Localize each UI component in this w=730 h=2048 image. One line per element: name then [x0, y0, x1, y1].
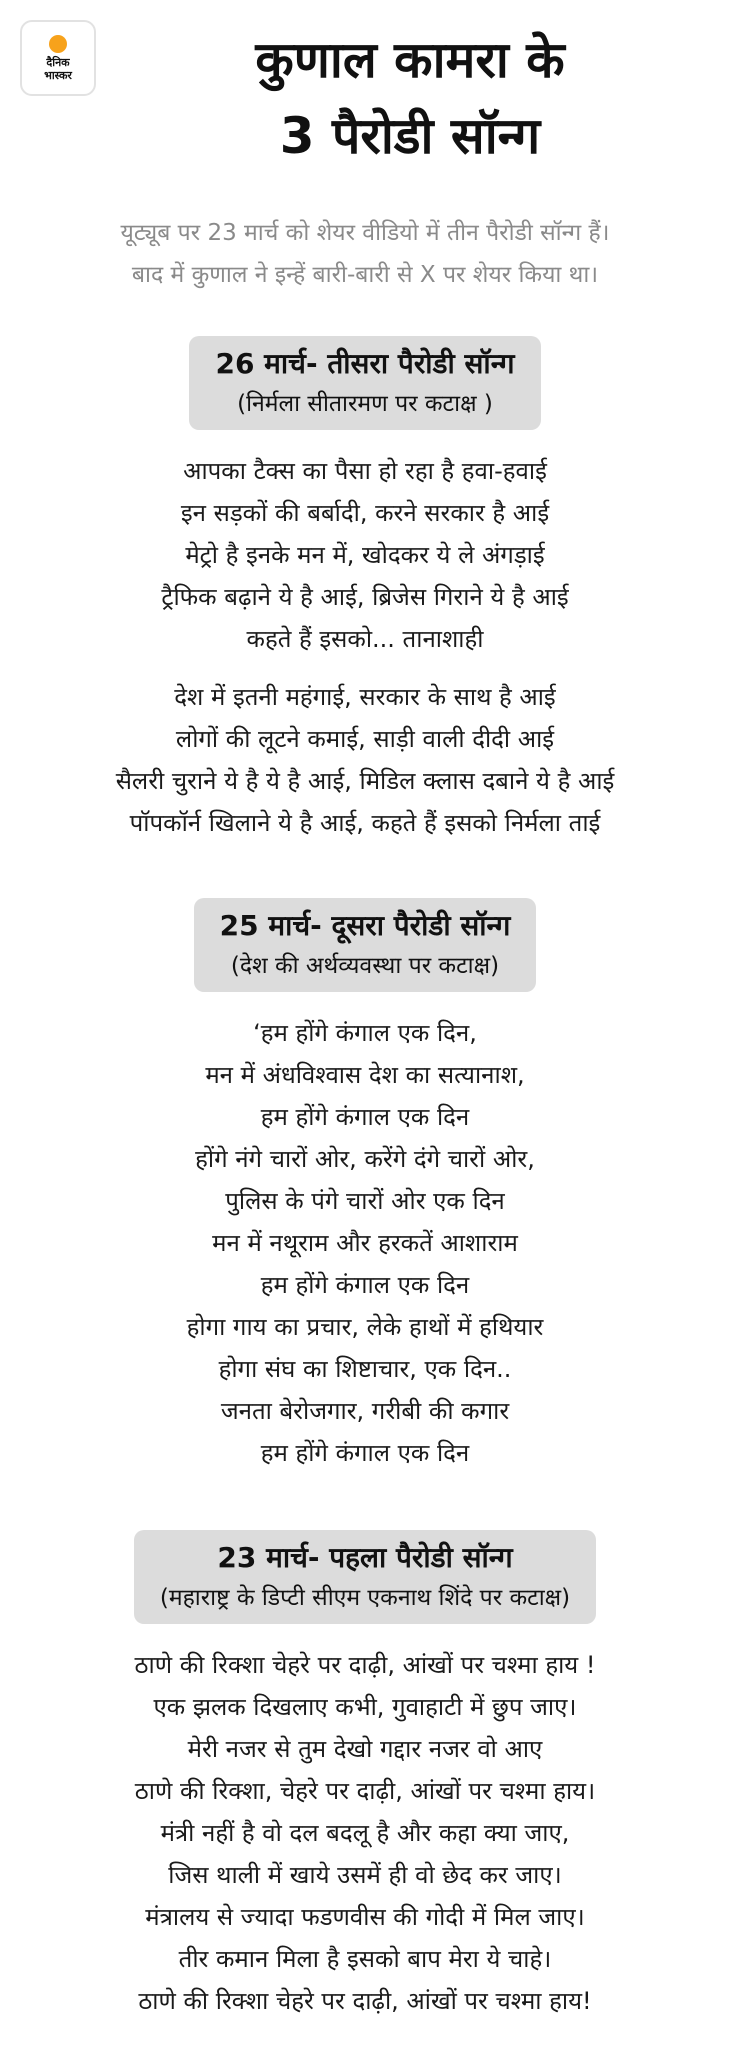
lyric-line: मन में अंधविश्वास देश का सत्यानाश,	[205, 1061, 525, 1089]
song-section	[0, 1530, 730, 2038]
sun-icon	[49, 35, 67, 53]
song-section	[0, 898, 730, 1490]
lyric-stanza	[0, 1644, 730, 2022]
lyric-line: मन में नथूराम और हरकतें आशाराम	[212, 1229, 518, 1257]
lyric-line: जिस थाली में खाये उसमें ही वो छेद कर जाए।	[168, 1861, 562, 1889]
lyric-line: आपका टैक्स का पैसा हो रहा है हवा-हवाई	[183, 457, 547, 485]
lyric-line: सैलरी चुराने ये है ये है आई, मिडिल क्लास दबाने ये है आई	[115, 767, 615, 795]
page-title	[110, 22, 710, 174]
lyric-line: तीर कमान मिला है इसको बाप मेरा ये चाहे।	[178, 1945, 552, 1973]
logo-text-line2: भास्कर	[44, 68, 72, 82]
lyric-line: एक झलक दिखलाए कभी, गुवाहाटी में छुप जाए।	[153, 1693, 577, 1721]
song-heading: 25 मार्च- दूसरा पैरोडी सॉन्ग	[219, 909, 511, 942]
song-lyrics	[0, 1012, 730, 1474]
lyric-line: देश में इतनी महंगाई, सरकार के साथ है आई	[174, 683, 556, 711]
song-subheading: (महाराष्ट्र के डिप्टी सीएम एकनाथ शिंदे पर कटाक्ष)	[159, 1585, 571, 1611]
lyric-line: ठाणे की रिक्शा चेहरे पर दाढ़ी, आंखों पर चश्मा हाय !	[134, 1651, 596, 1679]
logo-text-line1: दैनिक	[46, 55, 70, 69]
song-heading: 26 मार्च- तीसरा पैरोडी सॉन्ग	[215, 347, 515, 380]
song-subheading: (निर्मला सीतारमण पर कटाक्ष )	[237, 391, 493, 417]
lyric-line: पॉपकॉर्न खिलाने ये है आई, कहते हैं इसको निर्मला ताई	[129, 809, 601, 837]
lyric-line: जनता बेरोजगार, गरीबी की कगार	[220, 1397, 510, 1425]
lyric-line: पुलिस के पंगे चारों ओर एक दिन	[225, 1187, 505, 1215]
lyric-line: हम होंगे कंगाल एक दिन	[260, 1271, 470, 1299]
lyric-line: हम होंगे कंगाल एक दिन	[260, 1439, 470, 1467]
lyric-line: ठाणे की रिक्शा, चेहरे पर दाढ़ी, आंखों पर चश्मा हाय।	[134, 1777, 596, 1805]
intro-line1: यूट्यूब पर 23 मार्च को शेयर वीडियो में तीन पैरोडी सॉन्ग हैं।	[120, 220, 610, 246]
lyric-line: हम होंगे कंगाल एक दिन	[260, 1103, 470, 1131]
lyric-line: होगा गाय का प्रचार, लेके हाथों में हथियार	[186, 1313, 544, 1341]
song-section	[0, 336, 730, 860]
lyric-line: कहते हैं इसको... तानाशाही	[246, 625, 484, 653]
lyric-line: लोगों की लूटने कमाई, साड़ी वाली दीदी आई	[175, 725, 555, 753]
lyric-stanza	[0, 450, 730, 660]
song-heading-box	[194, 898, 537, 992]
lyric-stanza	[0, 676, 730, 844]
song-lyrics	[0, 1644, 730, 2022]
song-heading: 23 मार्च- पहला पैरोडी सॉन्ग	[217, 1541, 513, 1574]
lyric-stanza	[0, 1012, 730, 1474]
lyric-line: होगा संघ का शिष्टाचार, एक दिन..	[218, 1355, 512, 1383]
lyric-line: मेट्रो है इनके मन में, खोदकर ये ले अंगड़ाई	[185, 541, 545, 569]
lyric-line: मंत्री नहीं है वो दल बदलू है और कहा क्या जाए,	[160, 1819, 570, 1847]
song-heading-box	[134, 1530, 596, 1624]
intro-line2: बाद में कुणाल ने इन्हें बारी-बारी से X पर शेयर किया था।	[131, 262, 599, 288]
lyric-line: होंगे नंगे चारों ओर, करेंगे दंगे चारों ओर,	[195, 1145, 535, 1173]
lyric-line: ‘हम होंगे कंगाल एक दिन,	[253, 1019, 477, 1047]
lyric-line: ट्रैफिक बढ़ाने ये है आई, ब्रिजेस गिराने ये है आई	[161, 583, 569, 611]
song-heading-box	[189, 336, 540, 430]
intro-text	[20, 212, 710, 296]
lyric-line: मेरी नजर से तुम देखो गद्दार नजर वो आए	[187, 1735, 543, 1763]
dainik-bhaskar-logo	[20, 20, 96, 96]
song-subheading: (देश की अर्थव्यवस्था पर कटाक्ष)	[230, 953, 500, 979]
title-line1: कुणाल कामरा के	[255, 31, 565, 89]
title-line2: 3 पैरोडी सॉन्ग	[279, 107, 541, 165]
lyric-line: इन सड़कों की बर्बादी, करने सरकार है आई	[180, 499, 550, 527]
lyric-line: ठाणे की रिक्शा चेहरे पर दाढ़ी, आंखों पर चश्मा हाय!	[138, 1987, 592, 2015]
lyric-line: मंत्रालय से ज्यादा फडणवीस की गोदी में मिल जाए।	[145, 1903, 585, 1931]
song-lyrics	[0, 450, 730, 844]
